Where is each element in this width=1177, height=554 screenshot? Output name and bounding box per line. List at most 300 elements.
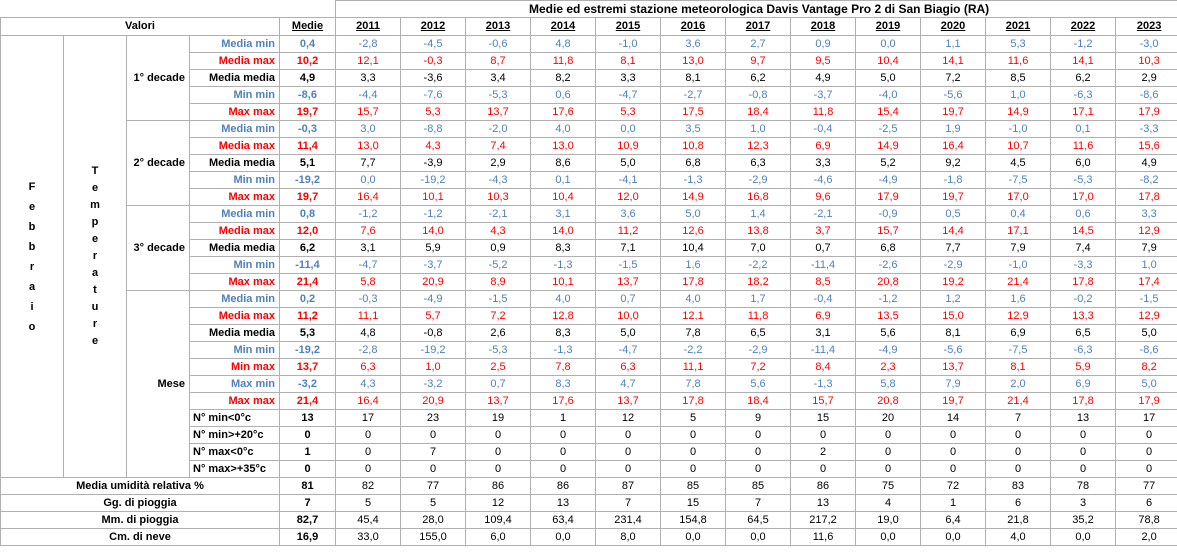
medie-value: 7 [280,495,336,512]
year-value: 1,0 [986,87,1051,104]
year-value: 1,9 [921,121,986,138]
period-label: Mese [127,291,190,478]
year-value: 7,7 [336,155,401,172]
year-value: -3,6 [401,70,466,87]
year-value: 4,0 [986,529,1051,546]
year-value: 109,4 [466,512,531,529]
year-value: 13,7 [596,274,661,291]
temperature-letter: e [91,335,99,347]
year-value: 11,8 [791,104,856,121]
year-value: 3,1 [531,206,596,223]
year-value: 5,0 [1116,325,1177,342]
year-value: 0,6 [1051,206,1116,223]
year-value: 0 [1116,461,1177,478]
year-value: -1,5 [466,291,531,308]
year-value: 7 [986,410,1051,427]
year-value: 8,7 [466,53,531,70]
year-value: 4,9 [791,70,856,87]
medie-value: 19,7 [280,104,336,121]
year-value: -5,2 [466,257,531,274]
row-label: Media media [190,325,280,342]
row-label: Media min [190,206,280,223]
year-value: 154,8 [661,512,726,529]
year-value: 7 [401,444,466,461]
year-value: 17,8 [1116,189,1177,206]
year-value: 0 [921,427,986,444]
year-value: 87 [596,478,661,495]
year-value: 0 [726,461,791,478]
year-value: 0 [401,461,466,478]
year-value: 17,8 [1051,393,1116,410]
year-value: 8,3 [531,325,596,342]
year-value: 3,3 [1116,206,1177,223]
year-value: 28,0 [401,512,466,529]
year-value: 4,3 [466,223,531,240]
year-value: 0 [531,427,596,444]
year-value: 0 [791,427,856,444]
year-value: -0,9 [856,206,921,223]
year-value: 5,8 [856,376,921,393]
medie-value: -19,2 [280,342,336,359]
year-value: 17,9 [1116,104,1177,121]
year-value: 0 [466,444,531,461]
year-value: -1,0 [596,36,661,53]
year-value: -11,4 [791,257,856,274]
year-value: 12,9 [986,308,1051,325]
year-value: 0,0 [336,172,401,189]
period-label: 3° decade [127,206,190,291]
year-value: 0,0 [596,121,661,138]
year-value: 4,0 [531,291,596,308]
year-value: 15 [791,410,856,427]
year-value: 5,0 [596,155,661,172]
medie-value: -3,2 [280,376,336,393]
year-value: 0 [856,461,921,478]
year-value: 13,5 [856,308,921,325]
month-letter: r [29,260,35,273]
year-value: 13,7 [466,393,531,410]
year-value: 11,8 [531,53,596,70]
year-value: -4,7 [596,342,661,359]
year-value: 3 [1051,495,1116,512]
year-value: 1,0 [726,121,791,138]
row-label: Min min [190,172,280,189]
year-value: 0 [531,444,596,461]
year-value: 17,6 [531,104,596,121]
year-value: 1,6 [986,291,1051,308]
year-value: -1,2 [856,291,921,308]
year-header: 2015 [596,18,661,36]
year-value: 13,8 [726,223,791,240]
year-value: 20,9 [401,393,466,410]
year-value: 3,3 [336,70,401,87]
year-value: -4,3 [466,172,531,189]
year-value: -11,4 [791,342,856,359]
medie-value: 81 [280,478,336,495]
medie-value: 0,2 [280,291,336,308]
year-value: 6,2 [1051,70,1116,87]
year-value: 4,5 [986,155,1051,172]
year-value: 7,7 [921,240,986,257]
year-value: 0 [661,427,726,444]
year-value: 64,5 [726,512,791,529]
year-value: 5,0 [856,70,921,87]
month-letter: b [28,220,36,233]
year-value: 17 [336,410,401,427]
year-value: 5,3 [986,36,1051,53]
year-value: -1,5 [1116,291,1177,308]
summary-label: Cm. di neve [1,529,280,546]
year-value: -4,7 [596,87,661,104]
year-value: -3,7 [401,257,466,274]
year-value: 7,4 [1051,240,1116,257]
year-value: 7,8 [661,325,726,342]
year-value: 13 [1051,410,1116,427]
year-value: 23 [401,410,466,427]
year-value: 14,0 [531,223,596,240]
year-value: 6 [1116,495,1177,512]
year-value: 0 [466,427,531,444]
year-value: -1,0 [986,257,1051,274]
summary-label: Media umidità relativa % [1,478,280,495]
temperature-label [64,36,127,478]
year-value: -5,3 [466,87,531,104]
year-value: -8,6 [1116,87,1177,104]
year-value: -4,7 [336,257,401,274]
year-value: -2,9 [726,342,791,359]
year-value: -2,9 [726,172,791,189]
year-header: 2020 [921,18,986,36]
year-value: 12,0 [596,189,661,206]
medie-value: 13 [280,410,336,427]
year-value: 12 [596,410,661,427]
temperature-letter: e [91,182,99,194]
year-value: 6,9 [791,138,856,155]
year-value: 7,8 [531,359,596,376]
year-value: 6,0 [466,529,531,546]
year-value: 14,1 [921,53,986,70]
medie-value: 13,7 [280,359,336,376]
year-value: 6,0 [1051,155,1116,172]
year-value: -1,0 [986,121,1051,138]
year-value: 2,9 [1116,70,1177,87]
year-value: 17,8 [1051,274,1116,291]
row-label: Media max [190,138,280,155]
year-value: 8,2 [1116,359,1177,376]
temperature-letter: t [93,284,97,296]
year-value: 86 [466,478,531,495]
year-value: 4,7 [596,376,661,393]
year-value: 11,8 [726,308,791,325]
year-value: 4,0 [531,121,596,138]
year-value: 20,8 [856,393,921,410]
year-value: 78 [1051,478,1116,495]
year-value: 0 [986,444,1051,461]
year-value: 9,6 [791,189,856,206]
count-label: N° min<0°c [190,410,280,427]
year-value: 14 [921,410,986,427]
year-value: 0 [661,461,726,478]
year-value: -1,3 [791,376,856,393]
year-value: 8,0 [596,529,661,546]
year-value: -2,2 [726,257,791,274]
year-value: 16,8 [726,189,791,206]
year-value: 0,7 [791,240,856,257]
year-value: 0 [1051,444,1116,461]
year-value: -3,7 [791,87,856,104]
year-value: 1,7 [726,291,791,308]
year-value: 63,4 [531,512,596,529]
year-value: 15,7 [336,104,401,121]
year-value: 5,9 [1051,359,1116,376]
year-value: 12 [466,495,531,512]
year-value: 5,2 [856,155,921,172]
year-value: 5 [401,495,466,512]
year-value: -1,3 [531,257,596,274]
year-value: 217,2 [791,512,856,529]
month-letter: e [28,200,36,213]
year-value: 7 [596,495,661,512]
year-value: 4,9 [1116,155,1177,172]
year-value: 15,7 [856,223,921,240]
row-label: Media max [190,308,280,325]
year-value: -1,8 [921,172,986,189]
year-value: 13,7 [921,359,986,376]
year-value: 13,0 [531,138,596,155]
year-value: 2,5 [466,359,531,376]
year-value: 19,7 [921,189,986,206]
row-label: Max max [190,189,280,206]
medie-value: 21,4 [280,393,336,410]
year-value: 1 [921,495,986,512]
year-value: 15,7 [791,393,856,410]
year-value: 12,9 [1116,223,1177,240]
year-value: 8,5 [791,274,856,291]
row-label: Max max [190,104,280,121]
year-value: 83 [986,478,1051,495]
year-value: 7,1 [596,240,661,257]
year-value: 3,1 [336,240,401,257]
month-letter: i [30,300,34,313]
year-value: -2,1 [791,206,856,223]
year-header: 2011 [336,18,401,36]
medie-value: -11,4 [280,257,336,274]
year-value: 82 [336,478,401,495]
year-value: 6,3 [336,359,401,376]
medie-value: 12,0 [280,223,336,240]
year-value: 7,2 [466,308,531,325]
year-value: 4,8 [531,36,596,53]
year-value: 17,0 [1051,189,1116,206]
year-value: 2,7 [726,36,791,53]
year-value: 16,4 [921,138,986,155]
year-value: 16,4 [336,393,401,410]
year-value: 21,4 [986,274,1051,291]
year-value: 10,4 [661,240,726,257]
year-value: 1,0 [401,359,466,376]
year-value: 17,9 [1116,393,1177,410]
temperature-letter: u [91,301,99,313]
year-value: 14,1 [1051,53,1116,70]
year-value: 18,2 [726,274,791,291]
year-value: 14,9 [661,189,726,206]
year-value: 6,9 [791,308,856,325]
year-value: -8,6 [1116,342,1177,359]
row-label: Max min [190,376,280,393]
year-value: -4,4 [336,87,401,104]
year-value: 0 [856,444,921,461]
year-value: 12,3 [726,138,791,155]
period-label: 1° decade [127,36,190,121]
count-label: N° max<0°c [190,444,280,461]
year-value: 16,4 [336,189,401,206]
medie-value: -8,6 [280,87,336,104]
year-value: 0,0 [856,529,921,546]
year-value: -1,2 [401,206,466,223]
year-value: 0 [596,427,661,444]
year-value: 0 [921,444,986,461]
year-value: -8,8 [401,121,466,138]
year-value: 0 [1116,427,1177,444]
year-value: 3,0 [336,121,401,138]
year-value: 13,7 [596,393,661,410]
month-letter: b [28,240,36,253]
year-value: -2,9 [921,257,986,274]
year-value: 0,0 [921,529,986,546]
year-value: 10,3 [466,189,531,206]
year-value: 7,2 [921,70,986,87]
year-value: 231,4 [596,512,661,529]
year-value: 6,3 [596,359,661,376]
year-value: 0,6 [531,87,596,104]
year-value: -6,3 [1051,342,1116,359]
row-label: Media media [190,240,280,257]
year-value: 0,0 [1051,529,1116,546]
year-value: 11,2 [596,223,661,240]
year-value: 10,8 [661,138,726,155]
year-value: 0 [466,461,531,478]
year-value: 3,4 [466,70,531,87]
year-value: -2,7 [661,87,726,104]
year-value: -4,6 [791,172,856,189]
year-value: -4,5 [401,36,466,53]
medie-value: 0 [280,427,336,444]
row-label: Media max [190,53,280,70]
year-value: 20 [856,410,921,427]
row-label: Min min [190,342,280,359]
year-value: -1,3 [661,172,726,189]
year-value: -6,3 [1051,87,1116,104]
year-value: 8,1 [596,53,661,70]
year-value: 21,4 [986,393,1051,410]
year-value: 10,0 [596,308,661,325]
row-label: Max max [190,393,280,410]
temperature-letter: r [92,318,98,330]
month-letter: o [28,320,36,333]
year-value: 77 [1116,478,1177,495]
year-value: 45,4 [336,512,401,529]
year-value: 86 [531,478,596,495]
year-value: -2,8 [336,342,401,359]
year-value: 9 [726,410,791,427]
month-letter: F [28,180,36,193]
year-value: 18,4 [726,104,791,121]
year-value: 7,9 [921,376,986,393]
year-value: 0 [1051,427,1116,444]
year-value: 10,1 [401,189,466,206]
year-value: 2,6 [466,325,531,342]
year-value: 0 [1116,444,1177,461]
year-value: 8,6 [531,155,596,172]
year-value: 7,9 [1116,240,1177,257]
year-value: 6,5 [726,325,791,342]
medie-value: 1 [280,444,336,461]
year-header: 2014 [531,18,596,36]
year-value: 5 [336,495,401,512]
year-value: -3,9 [401,155,466,172]
year-value: 6,3 [726,155,791,172]
year-value: 0 [921,461,986,478]
year-value: -2,5 [856,121,921,138]
year-value: 0 [596,461,661,478]
year-value: 5,3 [401,104,466,121]
year-value: 8,2 [531,70,596,87]
row-label: Min min [190,257,280,274]
year-value: 19 [466,410,531,427]
year-value: 7 [726,495,791,512]
year-value: 1,6 [661,257,726,274]
year-value: 15,6 [1116,138,1177,155]
year-value: 0 [531,461,596,478]
year-value: 1,1 [921,36,986,53]
year-value: 17,1 [1051,104,1116,121]
year-value: 9,5 [791,53,856,70]
year-value: 5,7 [401,308,466,325]
year-value: 77 [401,478,466,495]
year-value: 8,9 [466,274,531,291]
year-value: 0,1 [1051,121,1116,138]
count-label: N° max>+35°c [190,461,280,478]
medie-value: 0,8 [280,206,336,223]
year-value: 78,8 [1116,512,1177,529]
year-value: 0 [401,427,466,444]
year-value: 7,8 [661,376,726,393]
year-value: 17,5 [661,104,726,121]
year-value: 5,6 [726,376,791,393]
year-value: -2,6 [856,257,921,274]
year-value: -5,6 [921,342,986,359]
year-value: 2 [791,444,856,461]
year-value: 6,5 [1051,325,1116,342]
year-value: 0 [1051,461,1116,478]
year-value: -1,2 [1051,36,1116,53]
medie-value: 0 [280,461,336,478]
year-value: 13,7 [466,104,531,121]
year-value: 14,9 [986,104,1051,121]
temperature-letter: e [91,233,99,245]
year-value: 0 [336,444,401,461]
year-value: 10,9 [596,138,661,155]
year-value: 85 [661,478,726,495]
year-value: 0 [596,444,661,461]
temperature-letter: m [90,199,100,211]
year-value: 8,3 [531,240,596,257]
year-value: 12,8 [531,308,596,325]
year-value: 12,1 [336,53,401,70]
year-value: -5,6 [921,87,986,104]
year-value: 19,2 [921,274,986,291]
year-value: 11,6 [791,529,856,546]
